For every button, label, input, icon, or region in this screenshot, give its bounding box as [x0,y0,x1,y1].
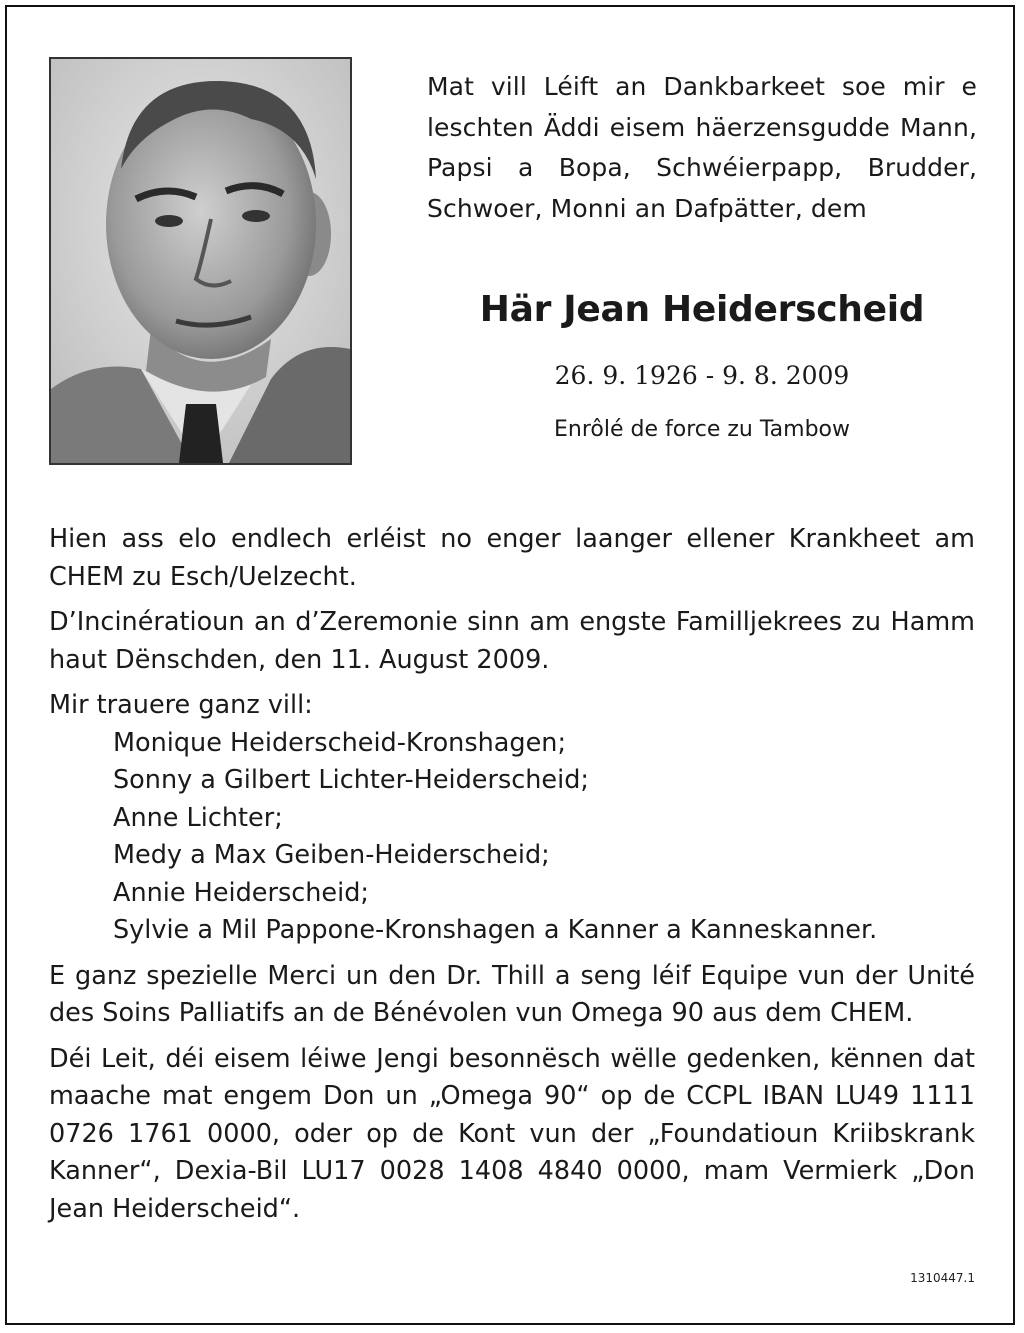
deceased-note: Enrôlé de force zu Tambow [553,417,850,442]
life-dates: 26. 9. 1926 - 9. 8. 2009 [554,361,850,390]
list-item: Sonny a Gilbert Lichter-Heiderscheid; [113,765,589,795]
list-item: Annie Heiderscheid; [113,877,369,908]
notice-body [49,521,975,1236]
deceased-name: Här Jean Heiderscheid [479,289,925,330]
list-item: Medy a Max Geiben-Heiderscheid; [113,840,550,870]
portrait-photo [49,57,352,465]
reference-number: 1310447.1 [910,1271,975,1285]
mourners-list [113,725,975,950]
donation-paragraph: Déi Leit, déi eisem léiwe Jengi besonnësch wëlle gedenken, kënnen dat maache mat engem Don un „Omega 90“ op de CCPL IBAN LU49 1111 0726 1761 0000, oder op de Kont vun der „Foundatioun Kriibskrank Kanner“, Dexia-Bil LU17 0028 1408 4840 0000, mam Vermierk „Don Jean Heiderscheid“. [49,1043,975,1224]
thanks-paragraph: E ganz spezielle Merci un den Dr. Thill a seng léif Equipe vun der Unité des Soins Palliatifs an de Bénévolen vun Omega 90 aus dem CHEM. [49,960,975,1028]
obituary-notice [5,5,1015,1325]
mourning-intro: Mir trauere ganz vill: [49,690,313,720]
list-item: Monique Heiderscheid-Kronshagen; [113,727,567,758]
list-item: Sylvie a Mil Pappone-Kronshagen a Kanner a Kanneskanner. [113,915,878,945]
death-paragraph: Hien ass elo endlech erléist no enger laanger ellener Krankheet am CHEM zu Esch/Uelzecht. [49,524,975,592]
intro-text: Mat vill Léift an Dankbarkeet soe mir e leschten Äddi eisem häerzensgudde Mann, Papsi a Bopa, Schwéierpapp, Brudder, Schwoer, Monni an Dafpätter, dem [427,72,977,223]
list-item: Anne Lichter; [113,802,283,833]
ceremony-paragraph: D’Incinératioun an d’Zeremonie sinn am engste Familljekrees zu Hamm haut Dënschden, den 11. August 2009. [49,607,975,675]
